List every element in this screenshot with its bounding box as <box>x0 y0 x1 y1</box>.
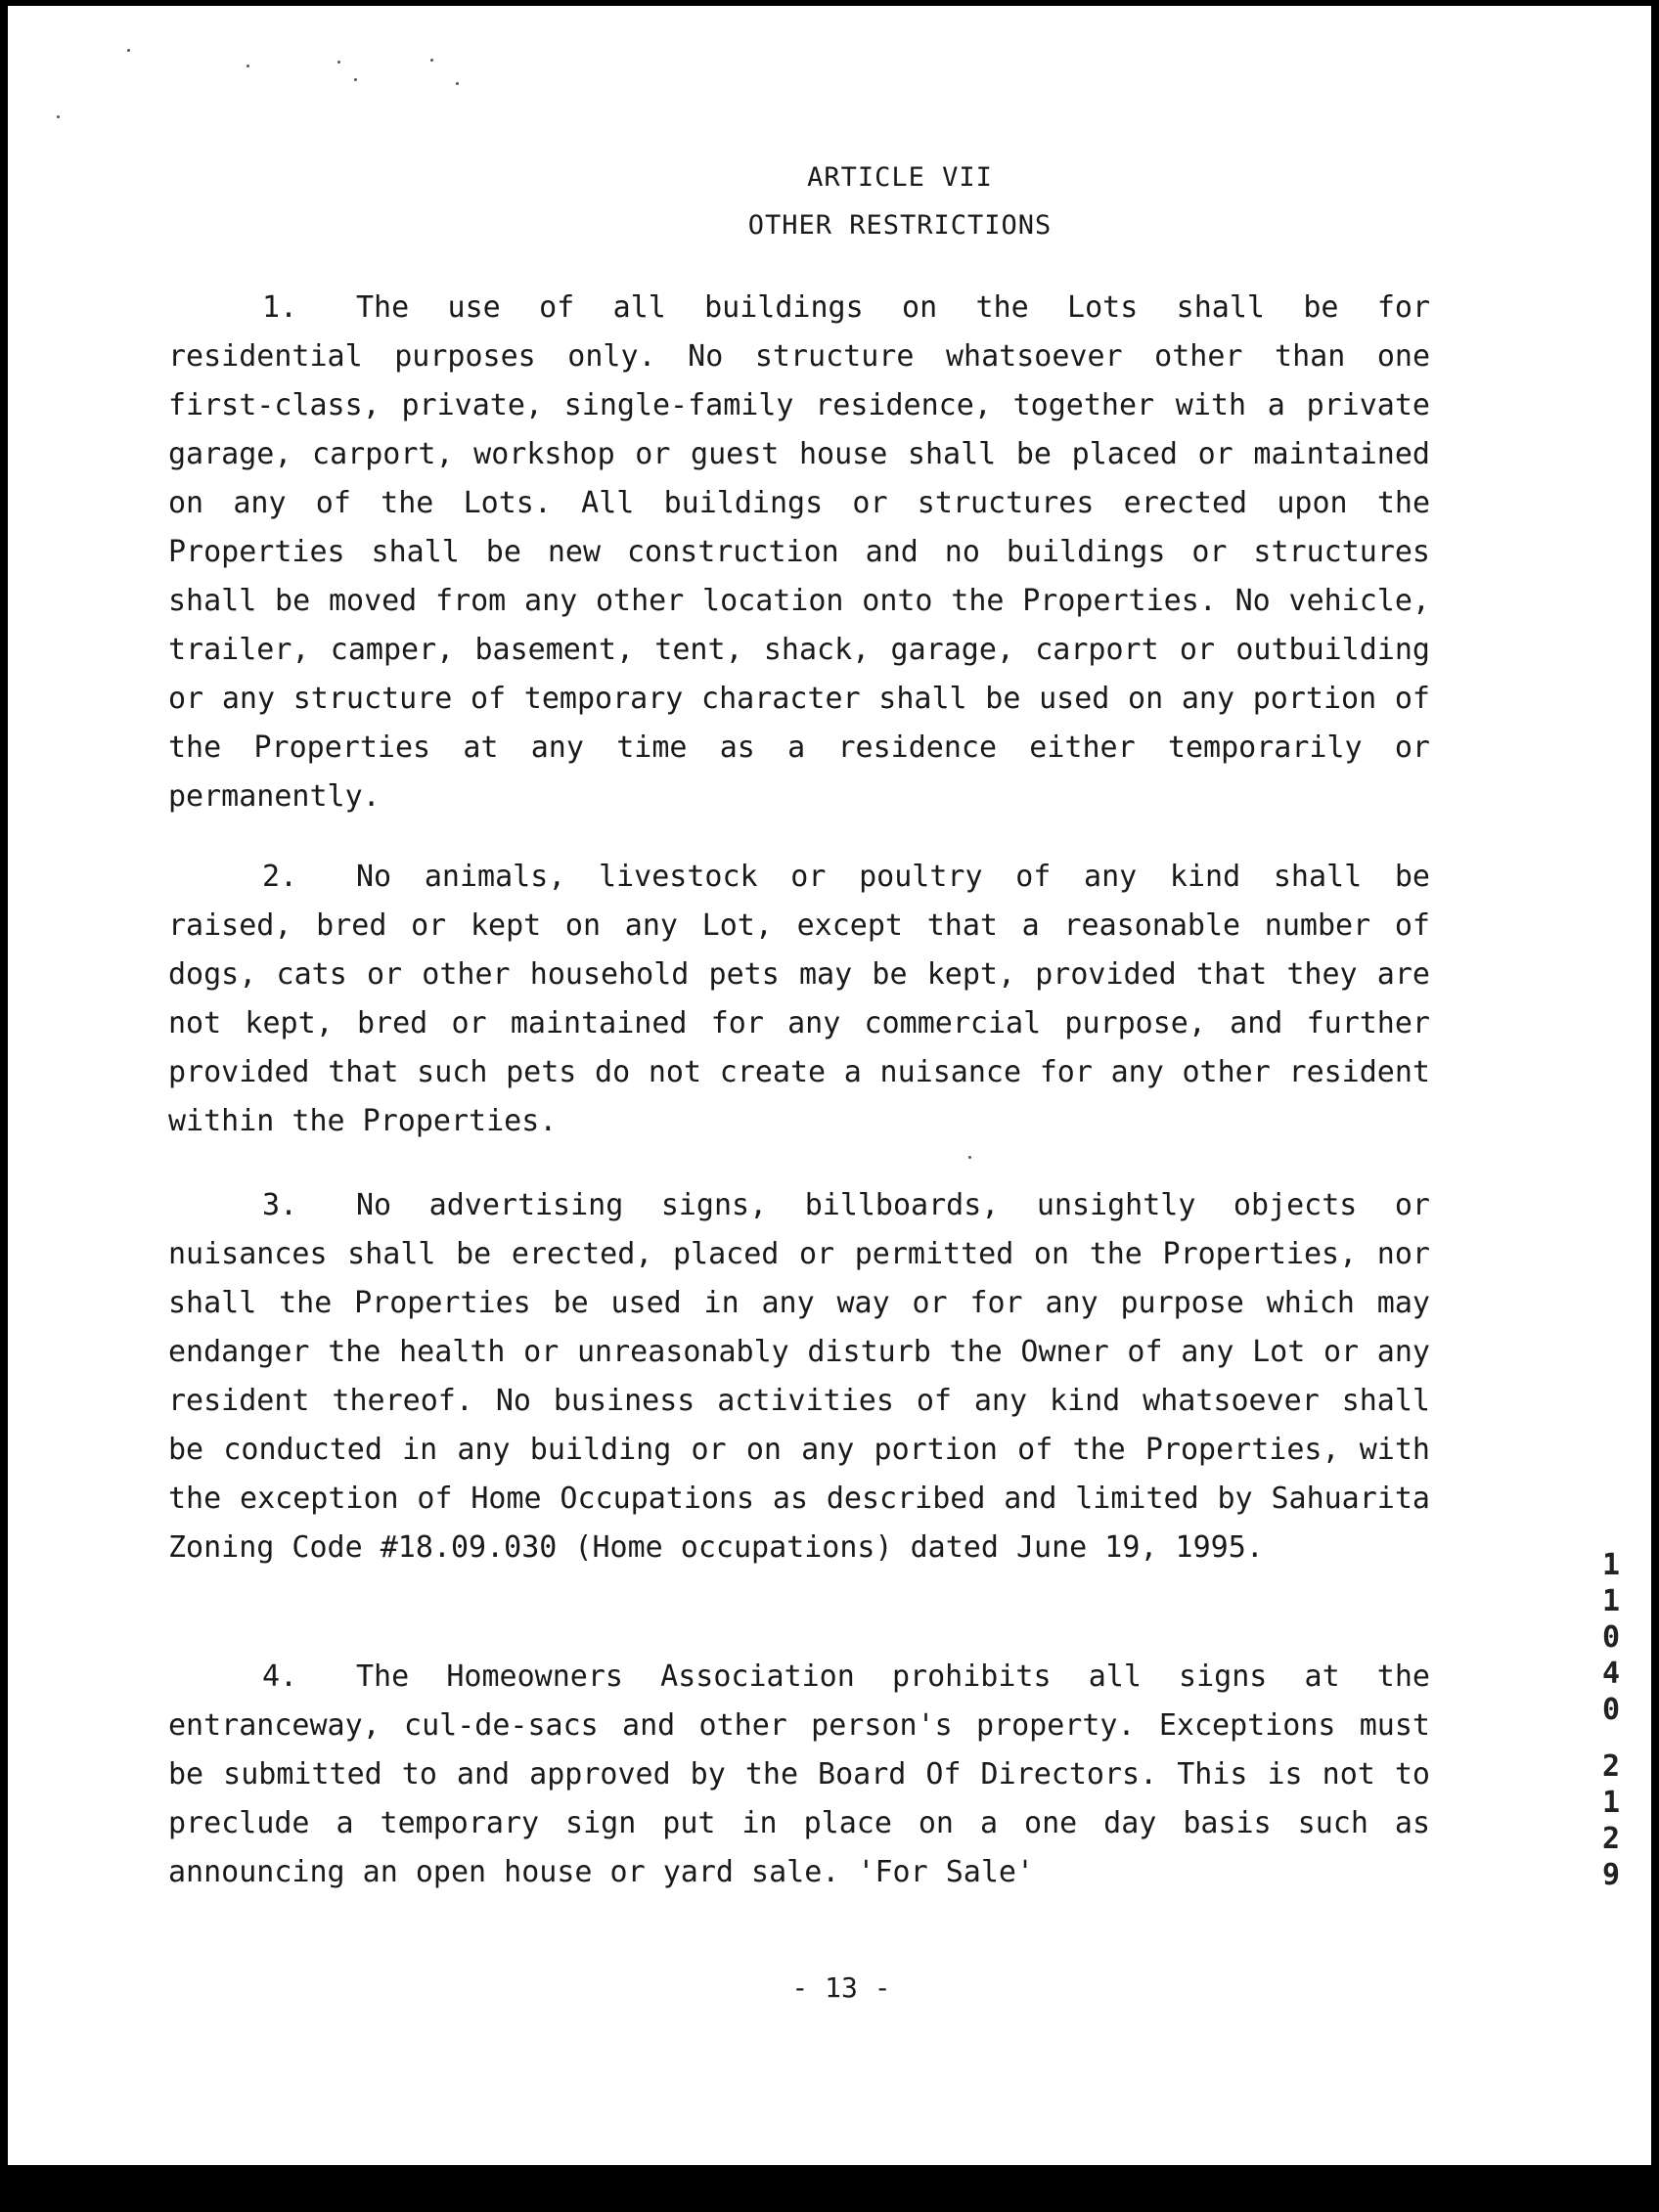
scan-speck <box>127 49 130 52</box>
scan-speck <box>337 61 340 64</box>
paragraph-2 <box>168 853 1430 1146</box>
paragraph-number: 4. <box>262 1659 298 1694</box>
scan-speck <box>354 78 357 81</box>
paragraph-4 <box>168 1653 1430 1897</box>
scan-speck <box>247 65 249 67</box>
paragraph-number: 3. <box>262 1188 298 1222</box>
scan-border-bottom <box>0 2165 1659 2212</box>
paragraph-text: No animals, livestock or poultry of any kind shall be raised, bred or kept on any Lot, except that a reasonable number of dogs, cats or other household pets may be kept, provided that they are not kept, bred or maintained for any commercial purpose, and further provided that such pets do not create a nuisance for any other resident within the Properties. <box>168 860 1430 1138</box>
paragraph-1 <box>168 284 1430 821</box>
recording-stamp-docket: 11040 <box>1601 1548 1621 1727</box>
scan-speck <box>57 115 60 118</box>
section-title: OTHER RESTRICTIONS <box>747 210 1053 241</box>
scan-speck <box>968 1156 971 1159</box>
scan-border-top <box>0 0 1659 6</box>
scan-border-right <box>1651 0 1659 2212</box>
paragraph-text: The use of all buildings on the Lots shall be for residential purposes only. No structure whatsoever other than one first-class, private, single-family residence, together with a private garage, carport, workshop or guest house shall be placed or maintained on any of the Lots. All buildings or structures erected upon the Properties shall be new construction and no buildings or structures shall be moved from any other location onto the Properties. No vehicle, trailer, camper, basement, tent, shack, garage, carport or outbuilding or any structure of temporary character shall be used on any portion of the Properties at any time as a residence either temporarily or permanently. <box>168 290 1430 814</box>
paragraph-3 <box>168 1181 1430 1572</box>
scan-speck <box>456 82 459 85</box>
paragraph-number: 1. <box>262 290 298 325</box>
recording-stamp-page: 2129 <box>1601 1749 1621 1892</box>
scan-border-left <box>0 0 8 2212</box>
paragraph-number: 2. <box>262 860 298 894</box>
page-number: - 13 - <box>791 1971 891 2004</box>
paragraph-text: No advertising signs, billboards, unsightly objects or nuisances shall be erected, placed or permitted on the Properties, nor shall the Properties be used in any way or for any purpose which may endanger the health or unreasonably disturb the Owner of any Lot or any resident thereof. No business activities of any kind whatsoever shall be conducted in any building or on any portion of the Properties, with the exception of Home Occupations as described and limited by Sahuarita Zoning Code #18.09.030 (Home occupations) dated June 19, 1995. <box>168 1188 1430 1565</box>
scan-speck <box>430 59 433 62</box>
article-title: ARTICLE VII <box>807 162 993 193</box>
paragraph-text: The Homeowners Association prohibits all signs at the entranceway, cul-de-sacs and other person's property. Exceptions must be submitted to and approved by the Board Of Directors. This is not to preclude a temporary sign put in place on a one day basis such as announcing an open house or yard sale. 'For Sale' <box>168 1659 1430 1889</box>
